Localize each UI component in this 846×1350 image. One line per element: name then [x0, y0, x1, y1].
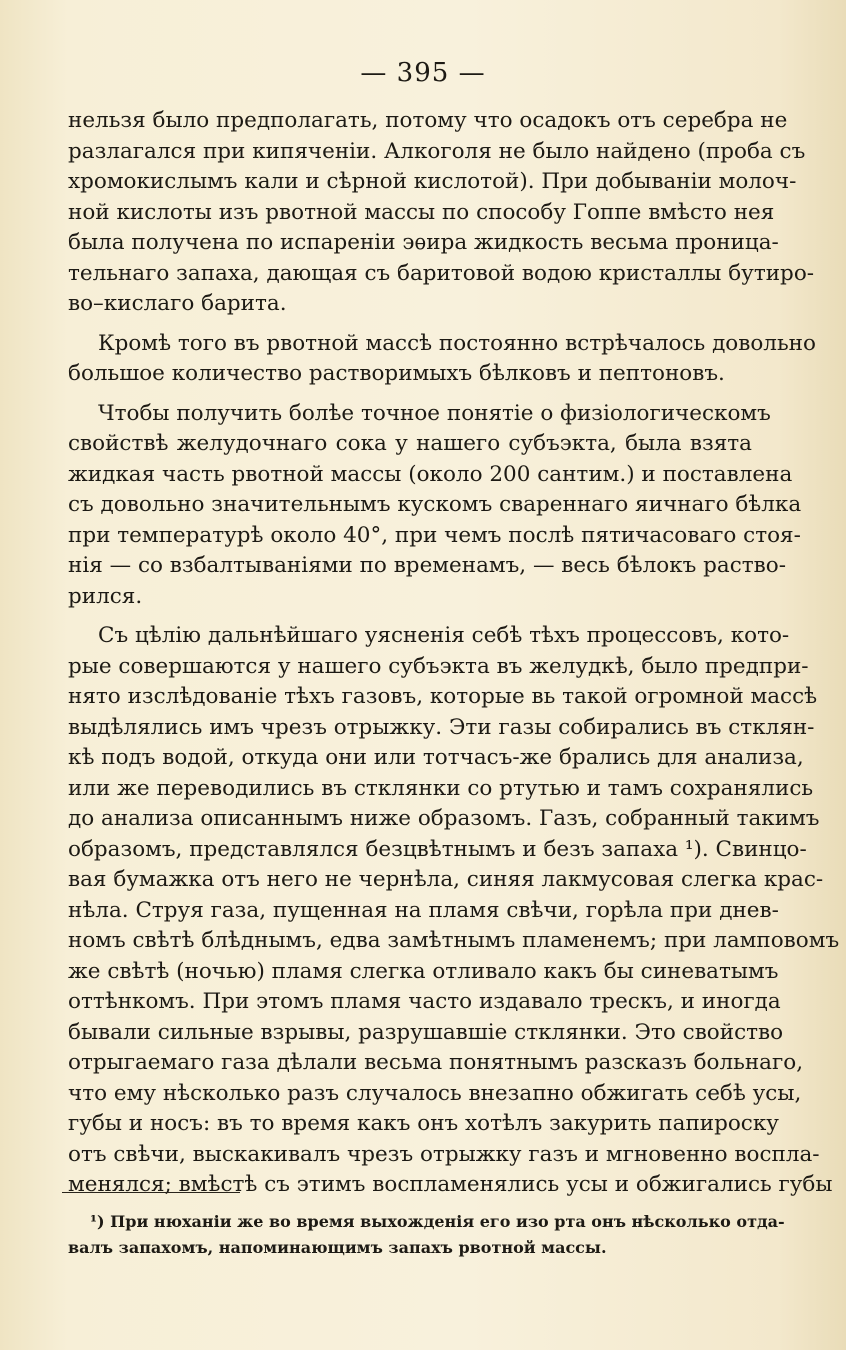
footnote-line: ¹) При нюханіи же во время выхожденія его изо рта онъ нѣсколько отда-: [90, 1212, 785, 1231]
text-line: или же переводились въ стклянки со ртутью и тамъ сохранялись: [68, 775, 814, 801]
text-line: съ довольно значительнымъ кускомъ свареннаго яичнаго бѣлка: [68, 492, 802, 517]
text-line: образомъ, представлялся безцвѣтнымъ и безъ запаха ¹). Свинцо-: [68, 836, 807, 862]
text-line: что ему нѣсколько разъ случалось внезапно обжигать себѣ усы,: [68, 1080, 802, 1106]
text-line: нято изслѣдованіе тѣхъ газовъ, которые вь такой огромной массѣ: [68, 684, 818, 709]
text-line: выдѣлялись имъ чрезъ отрыжку. Эти газы собирались въ стклян-: [68, 714, 815, 740]
text-line: нія — со взбалтываніями по временамъ, — весь бѣлокъ раство-: [68, 553, 786, 578]
text-line: ной кислоты изъ рвотной массы по способу Гоппе вмѣсто нея: [68, 199, 775, 225]
text-line: нѣла. Струя газа, пущенная на пламя свѣчи, горѣла при днев-: [68, 897, 779, 923]
text-line: была получена по испареніи эѳира жидкость весьма проница-: [68, 230, 779, 255]
text-line: при температурѣ около 40°, при чемъ послѣ пятичасоваго стоя-: [68, 522, 801, 548]
paragraph: [68, 329, 816, 390]
text-line: вая бумажка отъ него не чернѣла, синяя лакмусовая слегка крас-: [68, 867, 824, 892]
text-line: Съ цѣлію дальнѣйшаго уясненія себѣ тѣхъ процессовъ, кото-: [98, 623, 790, 648]
paragraph-gap: [68, 612, 752, 621]
text-line: до анализа описаннымъ ниже образомъ. Газъ, собранный такимъ: [68, 806, 820, 831]
page-number: — 395 —: [360, 58, 486, 88]
text-line: номъ свѣтѣ блѣднымъ, едва замѣтнымъ пламенемъ; при ламповомъ: [68, 928, 840, 953]
text-line: жидкая часть рвотной массы (около 200 сантим.) и поставлена: [68, 461, 793, 487]
text-line: нельзя было предполагать, потому что осадокъ отъ серебра не: [68, 108, 788, 133]
text-line: свойствѣ желудочнаго сока у нашего субъэкта, была взята: [68, 431, 752, 456]
text-line: кѣ подъ водой, откуда они или тотчасъ-же брались для анализа,: [68, 745, 804, 770]
text-line: бывали сильные взрывы, разрушавшіе стклянки. Это свойство: [68, 1019, 784, 1045]
text-line: оттѣнкомъ. При этомъ пламя часто издавало трескъ, и иногда: [68, 989, 781, 1014]
text-line: большое количество растворимыхъ бѣлковъ и пептоновъ.: [68, 361, 725, 386]
text-line: Чтобы получить болѣе точное понятіе о физіологическомъ: [98, 400, 771, 426]
text-line: Кромѣ того въ рвотной массѣ постоянно встрѣчалось довольно: [98, 330, 816, 356]
paragraph: [68, 399, 802, 613]
footnote-rule: [62, 1192, 240, 1193]
text-line: рился.: [68, 583, 143, 609]
footnote-line: валъ запахомъ, напоминающимъ запахъ рвотной массы.: [68, 1238, 607, 1257]
paragraph-gap: [68, 320, 752, 329]
text-line: во–кислаго барита.: [68, 291, 287, 316]
text-line: хромокислымъ кали и сѣрной кислотой). При добываніи молоч-: [68, 169, 797, 194]
body-text: [68, 106, 840, 1201]
text-line: губы и носъ: въ то время какъ онъ хотѣлъ закурить папироску: [68, 1111, 779, 1136]
footnote: [68, 1209, 785, 1261]
text-line: отъ свѣчи, выскакивалъ чрезъ отрыжку газъ и мгновенно воспла-: [68, 1141, 820, 1167]
paragraph: [68, 106, 815, 320]
text-line: разлагался при кипяченіи. Алкоголя не было найдено (проба съ: [68, 138, 806, 164]
text-line: рые совершаются у нашего субъэкта въ желудкѣ, было предпри-: [68, 653, 809, 679]
paragraph-gap: [68, 390, 752, 399]
text-line: же свѣтѣ (ночью) пламя слегка отливало какъ бы синеватымъ: [68, 958, 779, 984]
text-line: отрыгаемаго газа дѣлали весьма понятнымъ разсказъ больнаго,: [68, 1050, 804, 1075]
text-line: менялся; вмѣстѣ съ этимъ воспламенялись усы и обжигались губы: [68, 1172, 833, 1197]
text-line: тельнаго запаха, дающая съ баритовой водою кристаллы бутиро-: [68, 260, 815, 286]
paragraph: [68, 621, 840, 1201]
